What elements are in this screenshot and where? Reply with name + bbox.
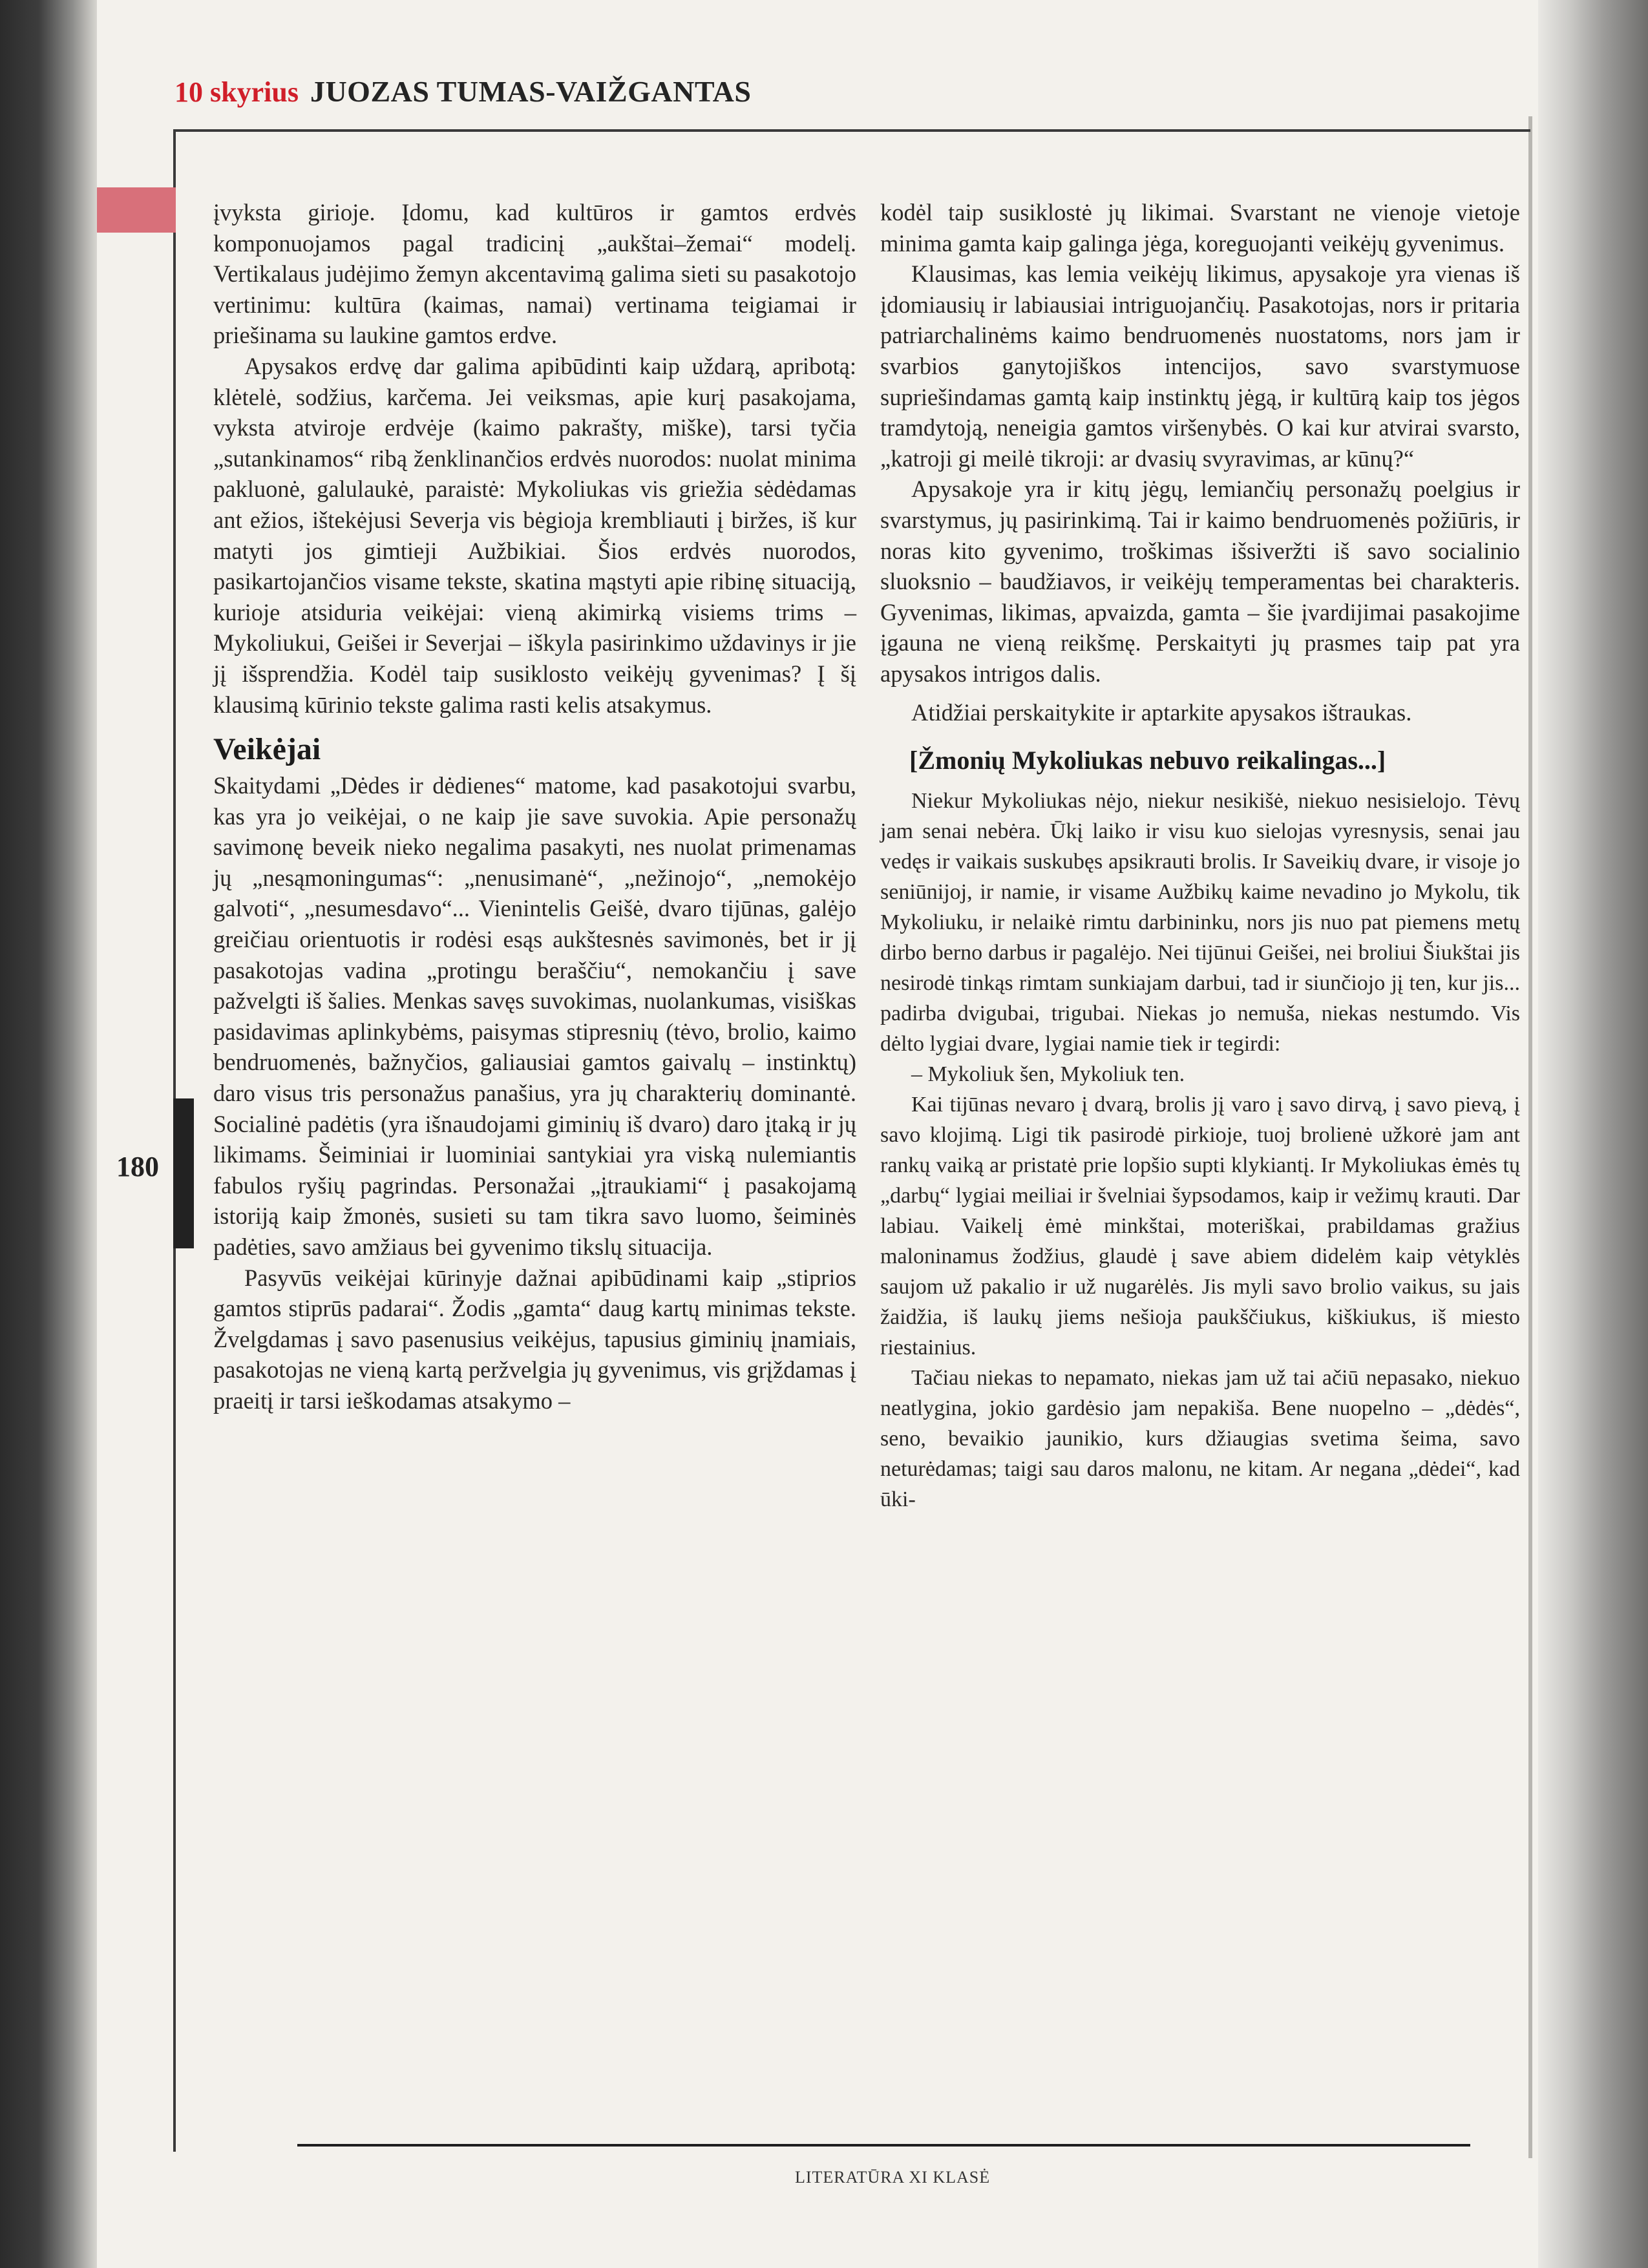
excerpt-paragraph: Kai tijūnas nevaro į dvarą, brolis jį varo į savo dirvą, į savo pievą, į savo klojimą. Ligi tik pasirodė pirkioje, tuoj brolienė užkorė jam ant rankų vaiką ar pristatė prie lopšio supti klykiantį. Ir Mykoliukas ėmės tų „darbų“ lygiai meiliai ir švelniai šypsodamos, kaip ir vežimų krauti. Dar labiau. Vaikelį ėmė minkštai, moteriškai, prabildamas gražius maloninamus žodžius, glaudė į save abiem didelėm kaip vėtyklės saujom už pakalio ir už nugarėlės. Jis myli savo brolio vaikus, su jais žaidžia, iš laukų jiems nešioja paukščiukus, kiškiukus, iš miesto riestainius. [880, 1093, 1520, 1360]
red-accent-band [97, 187, 176, 233]
task-instruction: Atidžiai perskaitykite ir aptarkite apysakos ištraukas. [911, 698, 1412, 726]
paragraph: Apysakoje yra ir kitų jėgų, lemiančių personažų poelgius ir svarstymus, jų pasirinkimą. Tai ir kaimo bendruomenės požiūris, ir noras kito gyvenimo, troškimas išsiveržti iš savo socialinio sluoksnio – baudžiavos, ir veikėjų temperamentas bei charakteris. Gyvenimas, likimas, apvaizda, gamta – šie įvardijimai pasakojime įgauna ne vieną reikšmę. Perskaityti jų prasmes taip pat yra apysakos intrigos dalis. [880, 476, 1520, 687]
excerpt-paragraph: Tačiau niekas to nepamato, niekas jam už tai ačiū nepasako, niekuo neatlygina, jokio gardėsio jam nepakiša. Bene nuopelno – „dėdės“, seno, bevaikio jaunikio, kurs džiaugias svetima šeima, savo neturėdamas; taigi sau daros malonu, ne kitam. Ar negana „dėdei“, kad ūki- [880, 1366, 1520, 1512]
page-edge [1528, 116, 1532, 2158]
excerpt-paragraph: – Mykoliuk šen, Mykoliuk ten. [911, 1062, 1185, 1087]
paragraph: įvyksta girioje. Įdomu, kad kultūros ir gamtos erdvės komponuojamos pagal tradicinį „aukštai–žemai“ modelį. Vertikalaus judėjimo žemyn akcentavimą galima sieti su pasakotojo vertinimu: kultūra (kaimas, namai) vertinama teigiamai ir priešinama su laukine gamtos erdve. [213, 199, 856, 349]
page-number: 180 [116, 1151, 159, 1182]
excerpt-paragraph: Niekur Mykoliukas nėjo, niekur nesikišė, niekuo nesisielojo. Tėvų jam senai nebėra. Ūkį laiko ir visu kuo sielojas vyresnysis, senai jau vedęs ir vaikais suskubęs apsikrauti brolis. Ir Saveikių dvare, ir visoje jo seniūnijoj, ir namie, ir visame Aužbikų kaime nevadino jo Mykolu, tik Mykoliuku, ir nelaikė rimtu darbininku, nors jis nuo pat piemens metų dirbo berno darbus ir pagalėjo. Nei tijūnui Geišei, nei broliui Šiukštai jis nesirodė tinkąs rimtam sunkiajam darbui, tad ir siunčiojo jį ten, kur jis... padirba dvigubai, trigubai. Niekas jo nemuša, niekas nestumdo. Vis dėlto lygiai dvare, lygiai namie tiek ir tegirdi: [880, 789, 1520, 1056]
author-title: JUOZAS TUMAS-VAIŽGANTAS [310, 75, 752, 108]
section-heading: Veikėjai [213, 732, 321, 767]
footer-rule [297, 2144, 1470, 2147]
paragraph: Pasyvūs veikėjai kūrinyje dažnai apibūdinami kaip „stiprios gamtos stiprūs padarai“. Žodis „gamta“ daug kartų minimas tekste. Žvelgdamas į savo pasenusius veikėjus, tapusius giminių įnamiais, pasakotojas ne vieną kartą peržvelgia jų gyvenimus, vis grįždamas į praeitį ir tarsi ieškodamas atsakymo – [213, 1264, 856, 1414]
paragraph: kodėl taip susiklostė jų likimai. Svarstant ne vienoje vietoje minima gamta kaip galinga jėga, koreguojanti veikėjų gyvenimus. [880, 199, 1520, 257]
paragraph: Klausimas, kas lemia veikėjų likimus, apysakoje yra vienas iš įdomiausių ir labiausiai intriguojančių. Pasakotojas, nors ir pritaria patriarchalinėms kaimo bendruomenės nuostatoms, nors jam ir svarbios ganytojiškos intencijos, savo svarstymuose supriešindamas gamtą kaip instinktų jėgą, ir kultūrą kaip tos jėgos tramdytoją, neneigia gamtos viršenybės. O kai kur atvirai svarsto, „katroji gi meilė tikroji: ar dvasių svyravimas, ar kūnų?“ [880, 260, 1520, 472]
paragraph: Apysakos erdvę dar galima apibūdinti kaip uždarą, apribotą: klėtelė, sodžius, karčema. Jei veiksmas, apie kurį pasakojama, vyksta atviroje erdvėje (kaimo pakrašty, miške), tarsi tyčia „sutankinamos“ ribą ženklinančios erdvės nuorodos: nuolat minima pakluonė, galulaukė, paraistė: Mykoliukas vis griežia sėdėdamas ant ežios, ištekėjusi Severja vis bėgioja krembliauti į biržes, iš kur matyti jos gimtieji Aužbikiai. Šios erdvės nuorodos, pasikartojančios visame tekste, skatina mąstyti apie ribinę situaciją, kurioje atsiduria veikėjai: vieną akimirką visiems trims – Mykoliukui, Geišei ir Severjai – iškyla pasirinkimo uždavinys ir jie jį išsprendžia. Kodėl taip susiklosto veikėjų gyvenimas? Į šį klausimą kūrinio tekste galima rasti kelis atsakymus. [213, 352, 856, 718]
left-column [213, 197, 856, 1416]
page-marker-bar [173, 1098, 194, 1248]
right-column [880, 197, 1520, 1515]
footer-label: LITERATŪRA XI KLASĖ [795, 2168, 991, 2187]
frame-top-rule [173, 129, 1530, 132]
excerpt-title: [Žmonių Mykoliukas nebuvo reikalingas...] [909, 746, 1386, 775]
running-header [174, 74, 751, 126]
scan-shadow-left [0, 0, 97, 2268]
scan-shadow-right [1538, 0, 1648, 2268]
chapter-label: 10 skyrius [174, 76, 299, 108]
paragraph: Skaitydami „Dėdes ir dėdienes“ matome, kad pasakotojui svarbu, kas yra jo veikėjai, o ne kaip jie save suvokia. Apie personažų savimonę beveik nieko negalima pasakyti, nes nuolat primenamas jų „nesąmoningumas“: „nenusimanė“, „nežinojo“, „nemokėjo galvoti“, „nesumesdavo“... Vienintelis Geišė, dvaro tijūnas, galėjo greičiau orientuotis ir rodėsi esąs aukštesnės savimonės, bet ir jį pasakotojas vadina „protingu beraščiu“, nemokančiu į save pažvelgti iš šalies. Menkas savęs suvokimas, nuolankumas, visiškas pasidavimas aplinkybėms, paisymas stipresnių (tėvo, brolio, kaimo bendruomenės, bažnyčios, galiausiai gamtos gaivalų – instinktų) daro visus tris personažus panašius, yra jų charakterių dominantė. Socialinė padėtis (yra išnaudojami giminių iš dvaro) daro įtaką ir jų likimams. Šeiminiai ir luominiai santykiai yra viską nulemiantis fabulos ryšių pagrindas. Personažai „įtraukiami“ į pasakojamą istoriją kaip žmonės, susieti su tam tikra savo luomo, šeiminės padėties, savo amžiaus bei gyvenimo tikslų situacija. [213, 772, 856, 1260]
